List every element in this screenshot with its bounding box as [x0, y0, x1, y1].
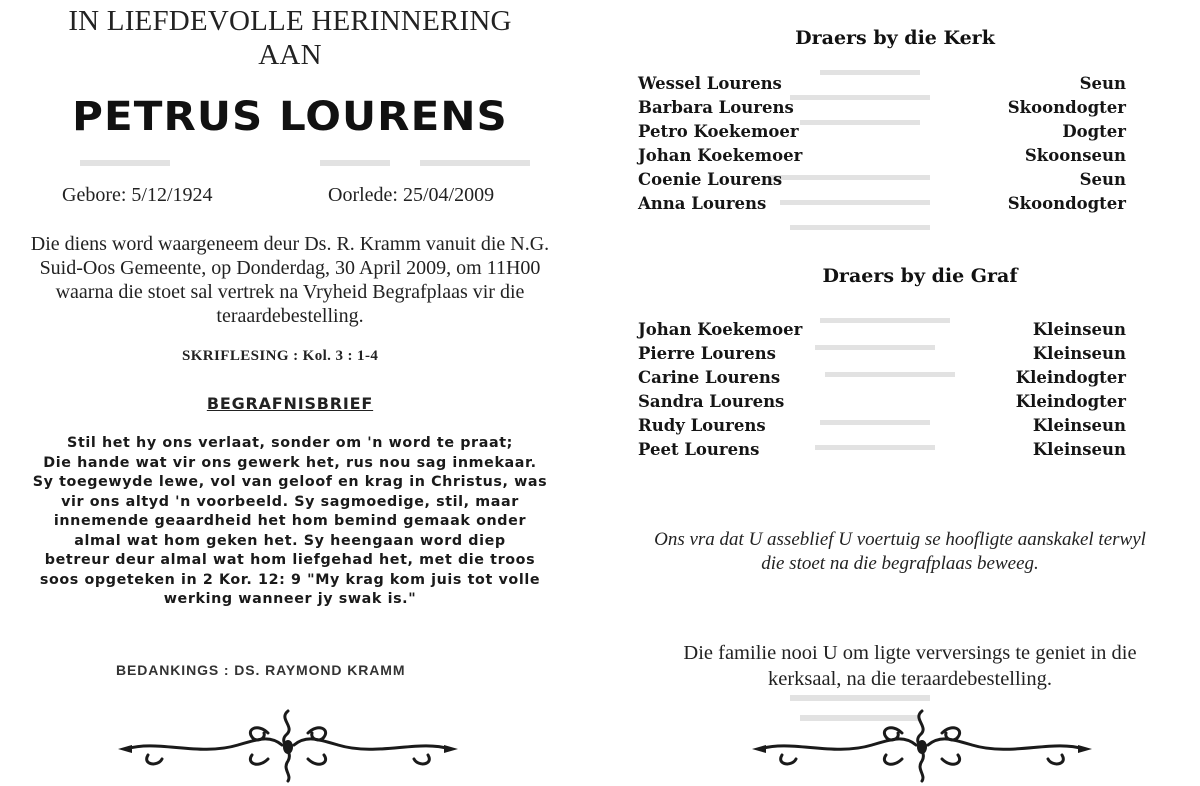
- bearer-name: Rudy Lourens: [638, 416, 766, 435]
- left-panel: [0, 0, 580, 786]
- bearer-row: [638, 390, 1126, 414]
- bearer-row: [638, 96, 1126, 120]
- bearer-row: [638, 366, 1126, 390]
- bearer-row: [638, 120, 1126, 144]
- funeral-letter-title: BEGRAFNISBRIEF: [206, 394, 374, 413]
- scroll-ornament-icon: [752, 705, 1092, 783]
- letter-line: Die hande wat vir ons gewerk het, rus nou sag inmekaar.: [43, 454, 537, 471]
- service-line: teraardebestelling.: [216, 305, 364, 327]
- deceased-name: PETRUS LOURENS: [72, 94, 508, 140]
- memorial-title-aan: AAN: [258, 39, 322, 71]
- bearer-relation: Seun: [1079, 170, 1126, 189]
- bearer-relation: Skoonseun: [1024, 146, 1126, 165]
- bearer-row: [638, 342, 1126, 366]
- bearer-name: Pierre Lourens: [638, 344, 776, 363]
- bearer-relation: Kleinseun: [1032, 416, 1126, 435]
- scripture-reading: SKRIFLESING : Kol. 3 : 1-4: [182, 348, 379, 364]
- invitation-line: kerksaal, na die teraardebestelling.: [767, 668, 1053, 690]
- headlights-note: [600, 528, 1200, 576]
- bearer-name: Peet Lourens: [638, 440, 760, 459]
- bearer-relation: Skoondogter: [1007, 194, 1126, 213]
- bearer-name: Johan Koekemoer: [638, 146, 803, 165]
- bearer-name: Coenie Lourens: [638, 170, 783, 189]
- bearer-row: [638, 72, 1126, 96]
- invitation-line: Die familie nooi U om ligte verversings te geniet in die: [683, 642, 1137, 664]
- bearer-name: Petro Koekemoer: [638, 122, 799, 141]
- church-bearers-heading: Draers by die Kerk: [795, 27, 995, 49]
- scroll-ornament-icon: [118, 705, 458, 783]
- bearer-name: Barbara Lourens: [638, 98, 794, 117]
- letter-line: soos opgeteken in 2 Kor. 12: 9 "My krag kom juis tot volle: [39, 571, 541, 588]
- letter-line: almal wat hom geken het. Sy heengaan word diep: [74, 532, 506, 549]
- refreshments-invitation: [620, 640, 1200, 692]
- letter-line: werking wanneer jy swak is.": [163, 591, 417, 607]
- bearer-relation: Kleinseun: [1032, 320, 1126, 339]
- bearer-row: [638, 438, 1126, 462]
- acknowledgements: BEDANKINGS : DS. RAYMOND KRAMM: [116, 662, 406, 678]
- headlights-note-line: Ons vra dat U asseblief U voertuig se hoofligte aanskakel terwyl: [654, 529, 1146, 550]
- bearer-name: Sandra Lourens: [638, 392, 785, 411]
- bearer-relation: Kleinseun: [1032, 344, 1126, 363]
- bearer-relation: Kleindogter: [1015, 392, 1126, 411]
- bearer-relation: Dogter: [1062, 122, 1126, 141]
- letter-line: Stil het hy ons verlaat, sonder om 'n word te praat;: [67, 435, 513, 451]
- letter-line: betreur deur almal wat hom liefgehad het, met die troos: [44, 552, 536, 568]
- service-line: waarna die stoet sal vertrek na Vryheid Begrafplaas vir die: [55, 281, 525, 303]
- bearer-name: Carine Lourens: [638, 368, 781, 387]
- service-details: [0, 232, 580, 328]
- headlights-note-line: die stoet na die begrafplaas beweeg.: [761, 553, 1039, 574]
- service-line: Suid-Oos Gemeente, op Donderdag, 30 April 2009, om 11H00: [39, 257, 541, 279]
- bearer-relation: Kleindogter: [1015, 368, 1126, 387]
- bearer-relation: Skoondogter: [1007, 98, 1126, 117]
- bearer-row: [638, 192, 1126, 216]
- birth-date: Gebore: 5/12/1924: [62, 184, 213, 206]
- letter-line: Sy toegewyde lewe, vol van geloof en krag in Christus, was: [32, 474, 548, 490]
- death-date: Oorlede: 25/04/2009: [328, 184, 495, 206]
- bearer-relation: Seun: [1079, 74, 1126, 93]
- service-line: Die diens word waargeneem deur Ds. R. Kramm vanuit die N.G.: [30, 233, 550, 255]
- grave-bearers-list: [638, 318, 1126, 462]
- bearer-relation: Kleinseun: [1032, 440, 1126, 459]
- memorial-title: IN LIEFDEVOLLE HERINNERING: [68, 5, 512, 37]
- letter-line: vir ons altyd 'n voorbeeld. Sy sagmoedige, stil, maar: [61, 493, 519, 510]
- bearer-name: Wessel Lourens: [638, 74, 782, 93]
- church-bearers-list: [638, 72, 1126, 216]
- bearer-name: Johan Koekemoer: [638, 320, 803, 339]
- bearer-row: [638, 168, 1126, 192]
- letter-line: innemende geaardheid het hom bemind gemaak onder: [53, 513, 527, 529]
- bearer-row: [638, 318, 1126, 342]
- bearer-row: [638, 414, 1126, 438]
- bearer-name: Anna Lourens: [638, 194, 767, 213]
- bearer-row: [638, 144, 1126, 168]
- grave-bearers-heading: Draers by die Graf: [822, 265, 1018, 287]
- funeral-letter: [0, 434, 580, 610]
